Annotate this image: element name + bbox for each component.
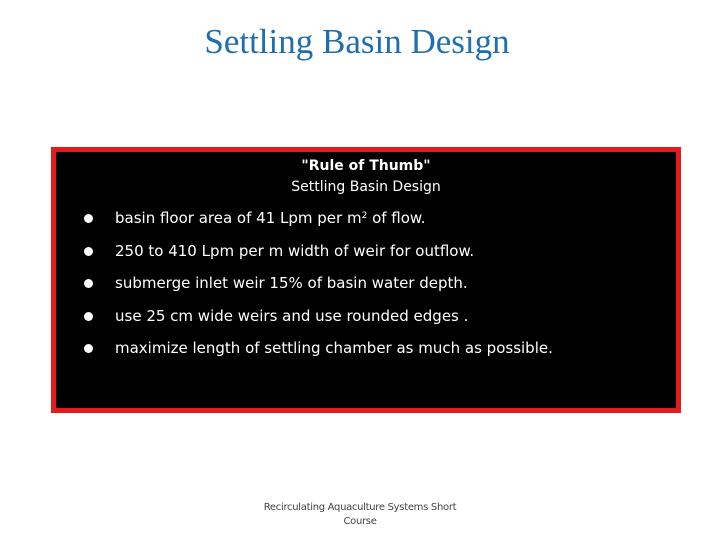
bullet-item: [84, 339, 553, 372]
bullet-item: [84, 242, 553, 275]
footer-line-1: Recirculating Aquaculture Systems Short: [263, 502, 457, 513]
box-heading-title: "Rule of Thumb": [301, 158, 431, 174]
footer-line-2: Course: [343, 516, 377, 527]
bullet-text: use 25 cm wide weirs and use rounded edges .: [115, 306, 469, 325]
slide-footer: [240, 501, 480, 529]
bullet-text: submerge inlet weir 15% of basin water depth.: [115, 274, 468, 293]
bullet-item: [84, 274, 553, 307]
bullet-dot-icon: [84, 344, 93, 353]
bullet-superscript: 2: [361, 211, 368, 221]
bullet-dot-icon: [84, 312, 93, 321]
bullet-dot-icon: [84, 279, 93, 288]
box-heading-subtitle: Settling Basin Design: [291, 179, 441, 195]
bullet-text: basin floor area of 41 Lpm per m: [115, 209, 362, 227]
bullet-dot-icon: [84, 247, 93, 256]
bullet-item: [84, 307, 553, 340]
bullet-list: [84, 209, 553, 372]
bullet-dot-icon: [84, 214, 93, 223]
bullet-text: 250 to 410 Lpm per m width of weir for outflow.: [115, 241, 475, 260]
slide-title: Settling Basin Design: [204, 22, 510, 61]
rule-of-thumb-box: [51, 147, 681, 413]
bullet-text-tail: of flow.: [367, 209, 426, 227]
bullet-text: maximize length of settling chamber as much as possible.: [115, 339, 553, 358]
bullet-item: [84, 209, 553, 242]
box-heading: [56, 156, 676, 198]
